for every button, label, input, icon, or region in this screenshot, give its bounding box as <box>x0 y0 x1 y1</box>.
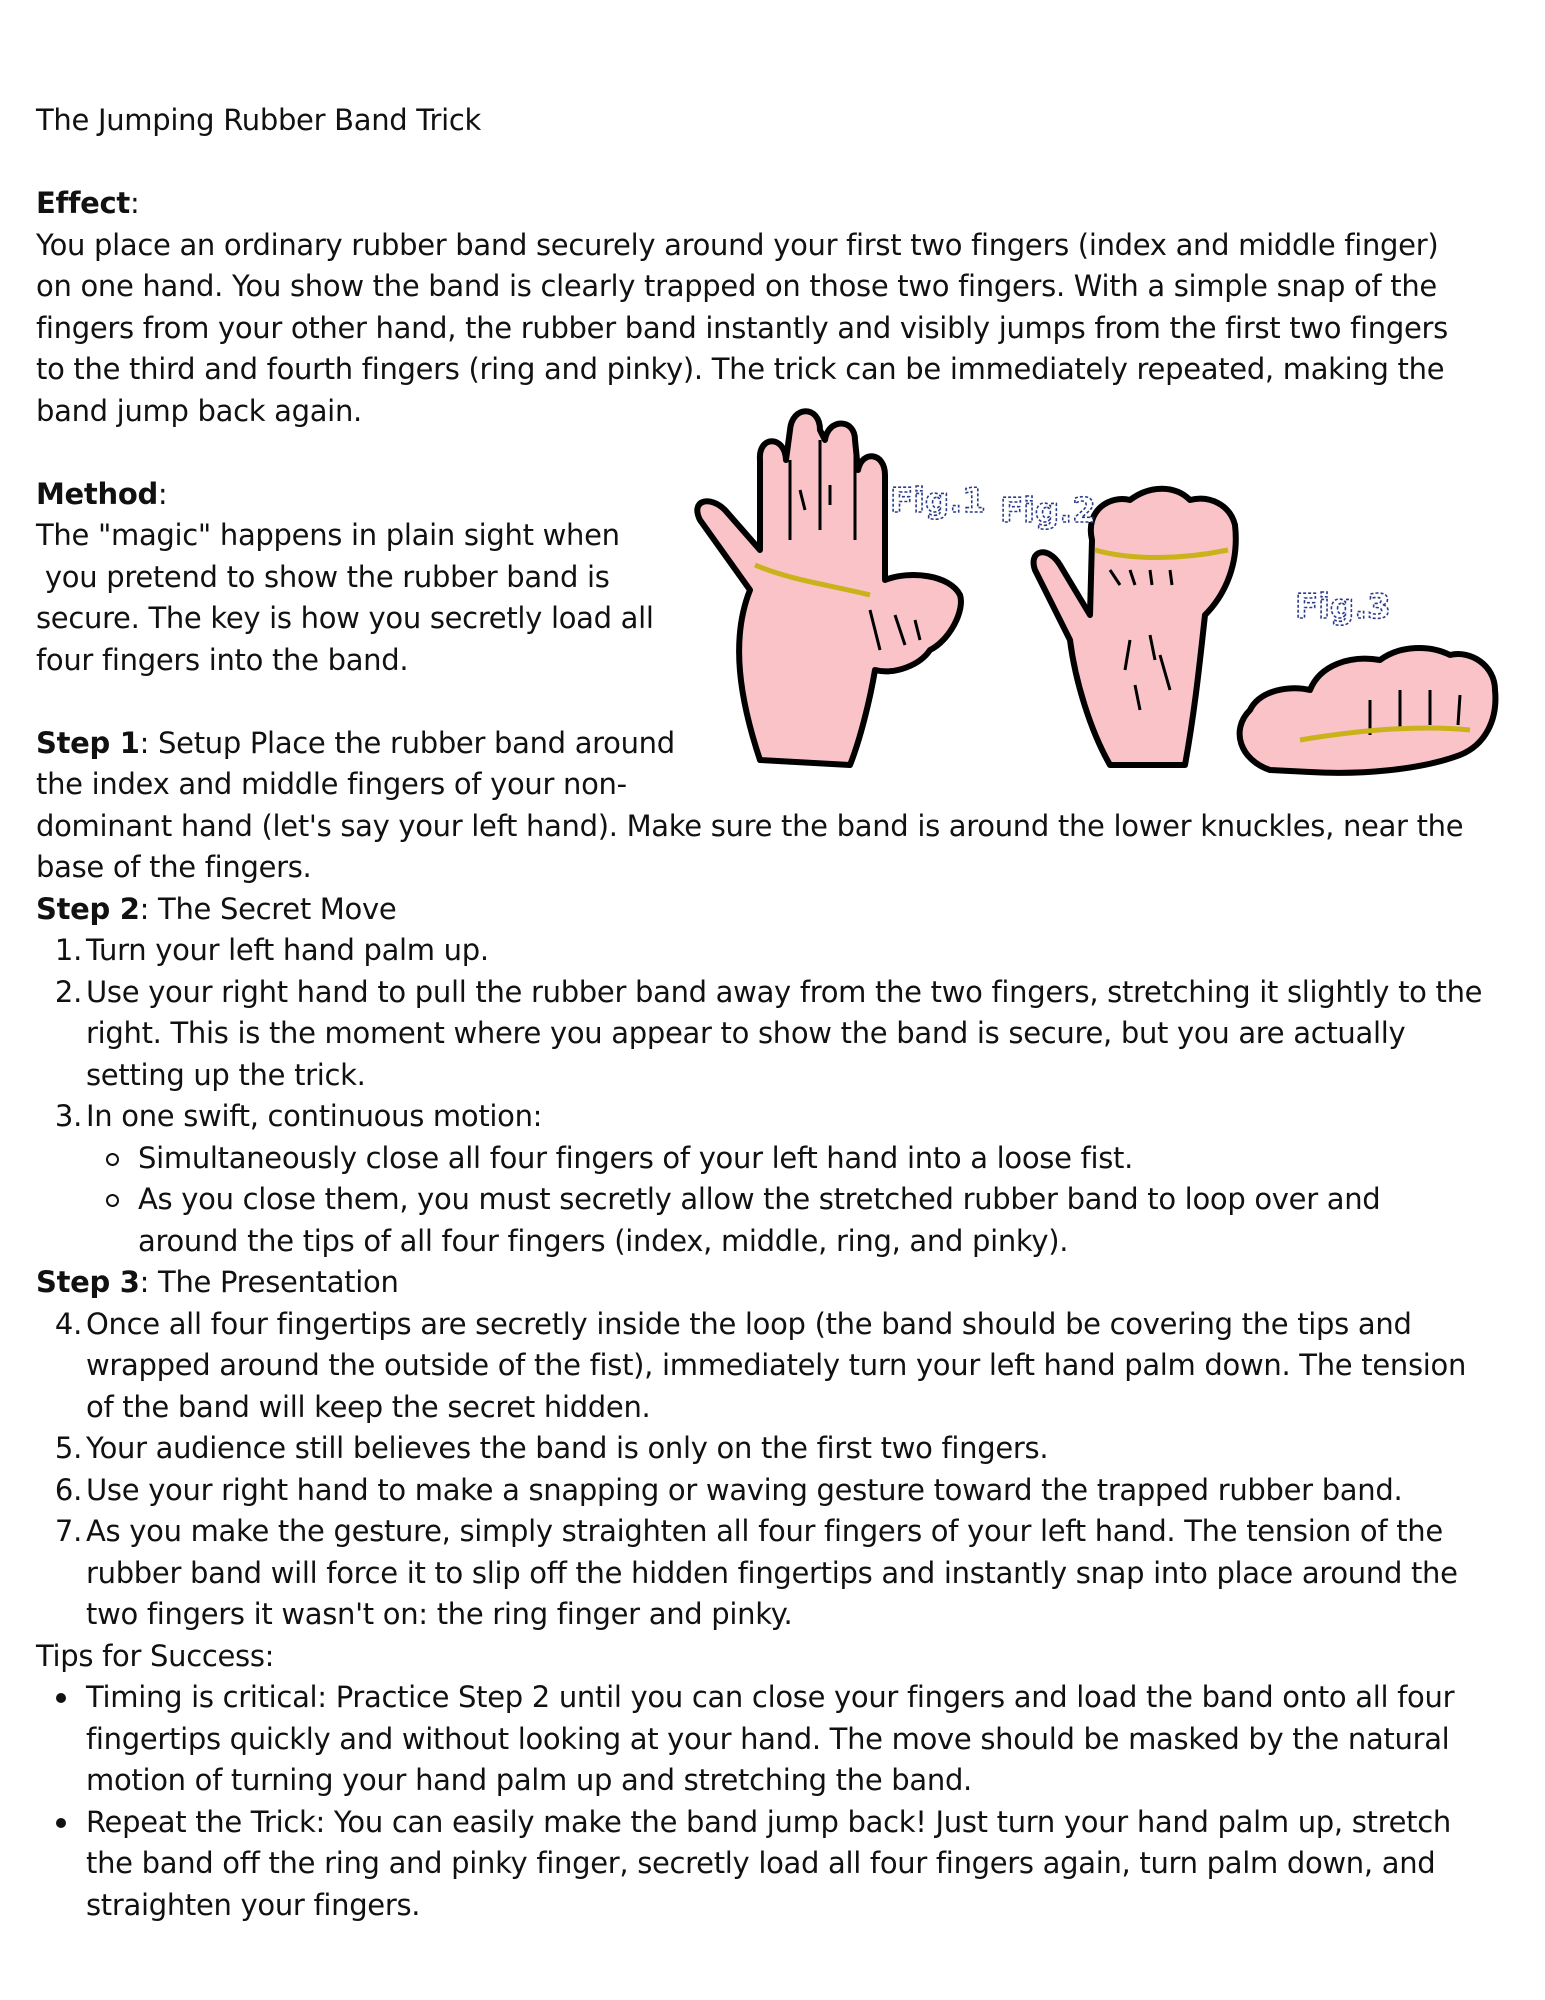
effect-line: to the third and fourth fingers (ring and pinky). The trick can be immediately repeated, making the <box>36 352 1445 386</box>
list-item: 4. Once all four fingertips are secretly inside the loop (the band should be covering the tips and wrapped around the outside of the fist), immediately turn your left hand palm down. The tension of the band will keep the secret hidden. <box>54 1306 1467 1424</box>
step1-line: dominant hand (let's say your left hand). Make sure the band is around the lower knuckles, near the <box>36 808 1464 843</box>
effect-line: band jump back again. <box>36 393 362 428</box>
document-body <box>36 100 1516 1926</box>
fig1-label: Fig.1 <box>890 481 986 521</box>
tips-heading: Tips for Success: <box>36 1638 275 1673</box>
list-item: 2. Use your right hand to pull the rubber band away from the two fingers, stretching it slightly to the right. This is the moment where you appear to show the band is secure, but you are actually setting up the trick. <box>54 974 1483 1092</box>
circle-bullet-icon <box>106 1194 119 1207</box>
rubber-band-illustration <box>680 400 1505 790</box>
step3-heading: Step 3: The Presentation <box>36 1265 399 1299</box>
method-heading: Method: <box>36 476 168 511</box>
list-item: 6. Use your right hand to make a snapping or waving gesture toward the trapped rubber band. <box>54 1472 1403 1507</box>
effect-line: You place an ordinary rubber band securely around your first two fingers (index and middle finger) <box>36 227 1439 262</box>
list-item: 3. In one swift, continuous motion: <box>54 1099 543 1133</box>
fig3-label: Fig.3 <box>1295 587 1391 627</box>
method-line: four fingers into the band. <box>36 642 409 677</box>
bullet-dot-icon <box>56 1693 66 1703</box>
sub-list-item: As you close them, you must secretly allow the stretched rubber band to loop over and around the tips of all four fingers (index, middle, ring, and pinky). <box>36 1179 1516 1262</box>
bullet-item: Timing is critical: Practice Step 2 until you can close your fingers and load the band onto all four fingertips quickly and without looking at your hand. The move should be masked by the natural motion of turning your hand palm up and stretching the band. <box>36 1677 1516 1802</box>
effect-line: fingers from your other hand, the rubber band instantly and visibly jumps from the first two fingers <box>36 310 1448 345</box>
sub-list-item: Simultaneously close all four fingers of your left hand into a loose fist. <box>36 1138 1516 1180</box>
circle-bullet-icon <box>106 1153 119 1166</box>
step1-line: Step 1: Setup Place the rubber band around <box>36 725 675 760</box>
step1-line: base of the fingers. <box>36 850 312 884</box>
fig2-label: Fig.2 <box>1000 491 1096 531</box>
list-item: 5. Your audience still believes the band is only on the first two fingers. <box>54 1431 1049 1465</box>
effect-line: on one hand. You show the band is clearly trapped on those two fingers. With a simple snap of the <box>36 269 1437 303</box>
list-item: 1. Turn your left hand palm up. <box>54 933 489 967</box>
method-line: you pretend to show the rubber band is <box>36 559 610 594</box>
document-title: The Jumping Rubber Band Trick <box>36 103 481 137</box>
step1-line: the index and middle fingers of your non- <box>36 767 627 801</box>
bullet-dot-icon <box>56 1818 66 1828</box>
bullet-item: Repeat the Trick: You can easily make the band jump back! Just turn your hand palm up, stretch the band off the ring and pinky finger, secretly load all four fingers again, turn palm down, and straighten your fingers. <box>36 1802 1516 1927</box>
list-item: 7. As you make the gesture, simply straighten all four fingers of your left hand. The tension of the rubber band will force it to slip off the hidden fingertips and instantly snap into place around the two fingers it wasn't on: the ring finger and pinky. <box>54 1514 1458 1631</box>
method-line: The "magic" happens in plain sight when <box>36 518 620 552</box>
hand-fig3-icon <box>1240 648 1496 773</box>
step2-heading: Step 2: The Secret Move <box>36 891 397 926</box>
effect-heading: Effect: <box>36 186 140 220</box>
method-line: secure. The key is how you secretly load all <box>36 601 654 635</box>
